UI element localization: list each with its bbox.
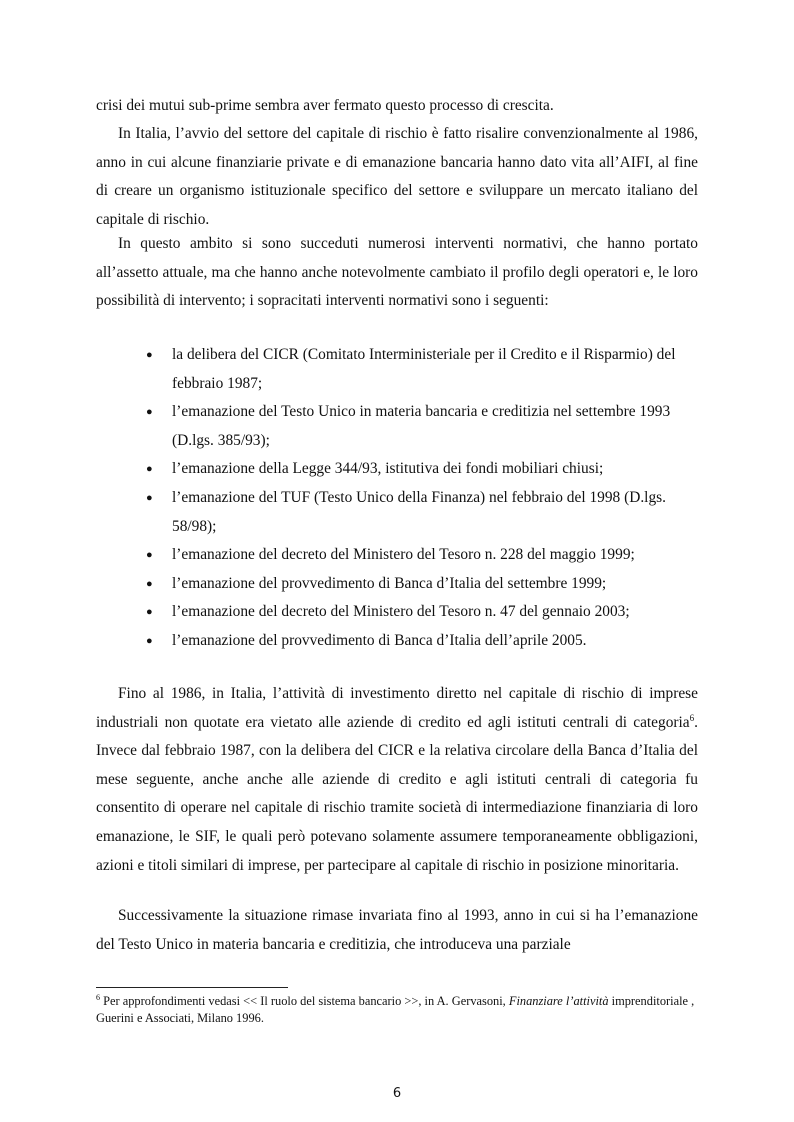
footnote-divider [96,987,288,988]
paragraph-aifi: In Italia, l’avvio del settore del capitale di rischio è fatto risalire convenzionalmente al 1986, anno in cui alcune finanziarie private e di emanazione bancaria hanno dato vita all’AIFI, al fine di creare un organismo istituzionale specifico del settore e sviluppare un mercato italiano del capitale di rischio. [96,125,698,228]
list-item [96,541,698,570]
list-item-text: l’emanazione del TUF (Testo Unico della Finanza) nel febbraio del 1998 (D.lgs. 58/98); [172,488,666,535]
list-item-text: l’emanazione del provvedimento di Banca d’Italia dell’aprile 2005. [172,631,587,649]
list-item [96,398,698,455]
list-item [96,455,698,484]
bullet-icon: ● [146,606,153,619]
bullet-icon: ● [146,634,153,647]
paragraph-text: . Invece dal febbraio 1987, con la delibera del CICR e la relativa circolare della Banca d’Italia del mese seguente, anche anche alle aziende di credito e agli istituti centrali di categoria fu consentito di operare nel capitale di rischio tramite società di intermediazione finanziaria di loro emanazione, le SIF, le quali però potevano solamente assumere temporaneamente obbligazioni, azioni e titoli similari di imprese, per partecipare al capitale di rischio in posizione minoritaria. [96,713,698,874]
list-item-text: l’emanazione del decreto del Ministero del Tesoro n. 47 del gennaio 2003; [172,603,630,621]
footnote-text: imprenditoriale , Guerini e Associati, Milano 1996. [96,994,695,1025]
bullet-icon: ● [146,549,153,562]
bullet-icon: ● [146,491,153,504]
list-item [96,341,698,398]
list-item-text: la delibera del CICR (Comitato Interministeriale per il Credito e il Risparmio) del febbraio 1987; [172,346,676,392]
bullet-icon: ● [146,577,153,590]
paragraph-successivamente: Successivamente la situazione rimase invariata fino al 1993, anno in cui si ha l’emanazione del Testo Unico in materia bancaria e creditizia, che introduceva una parziale [96,907,698,953]
list-item [96,627,698,656]
paragraph-fino-al-1986 [96,680,698,880]
page-number: 6 [392,1086,402,1101]
list-item [96,570,698,599]
footnote [96,993,698,1027]
bullet-icon: ● [146,463,153,476]
bullet-icon: ● [146,406,153,419]
list-item-text: l’emanazione della Legge 344/93, istitutiva dei fondi mobiliari chiusi; [172,460,604,478]
list-item [96,484,698,541]
list-item-text: l’emanazione del Testo Unico in materia bancaria e creditizia nel settembre 1993 (D.lgs. 385/93); [172,403,671,449]
footnote-reference[interactable]: 6 [689,712,695,723]
list-item-text: l’emanazione del provvedimento di Banca d’Italia del settembre 1999; [172,574,607,592]
bullet-icon: ● [146,349,153,361]
list-item-text: l’emanazione del decreto del Ministero del Tesoro n. 228 del maggio 1999; [172,546,635,564]
paragraph-text: Fino al 1986, in Italia, l’attività di investimento diretto nel capitale di rischio di imprese industriali non quotate era vietato alle aziende di credito ed agli istituti centrali di categoria [96,685,698,731]
footnote-book-title: Finanziare l’attività [508,994,609,1008]
list-item [96,598,698,627]
paragraph-interventi: In questo ambito si sono succeduti numerosi interventi normativi, che hanno portato all’assetto attuale, ma che hanno anche notevolmente cambiato il profilo degli operatori e, le loro possibilità di intervento; i sopracitati interventi normativi sono i seguenti: [96,235,698,310]
footnote-number: 6 [96,992,100,1002]
paragraph-continuation: crisi dei mutui sub-prime sembra aver fermato questo processo di crescita. [96,97,554,114]
bullet-list-interventi [96,341,698,656]
footnote-text: Per approfondimenti vedasi << Il ruolo del sistema bancario >>, in A. Gervasoni, [100,994,509,1008]
